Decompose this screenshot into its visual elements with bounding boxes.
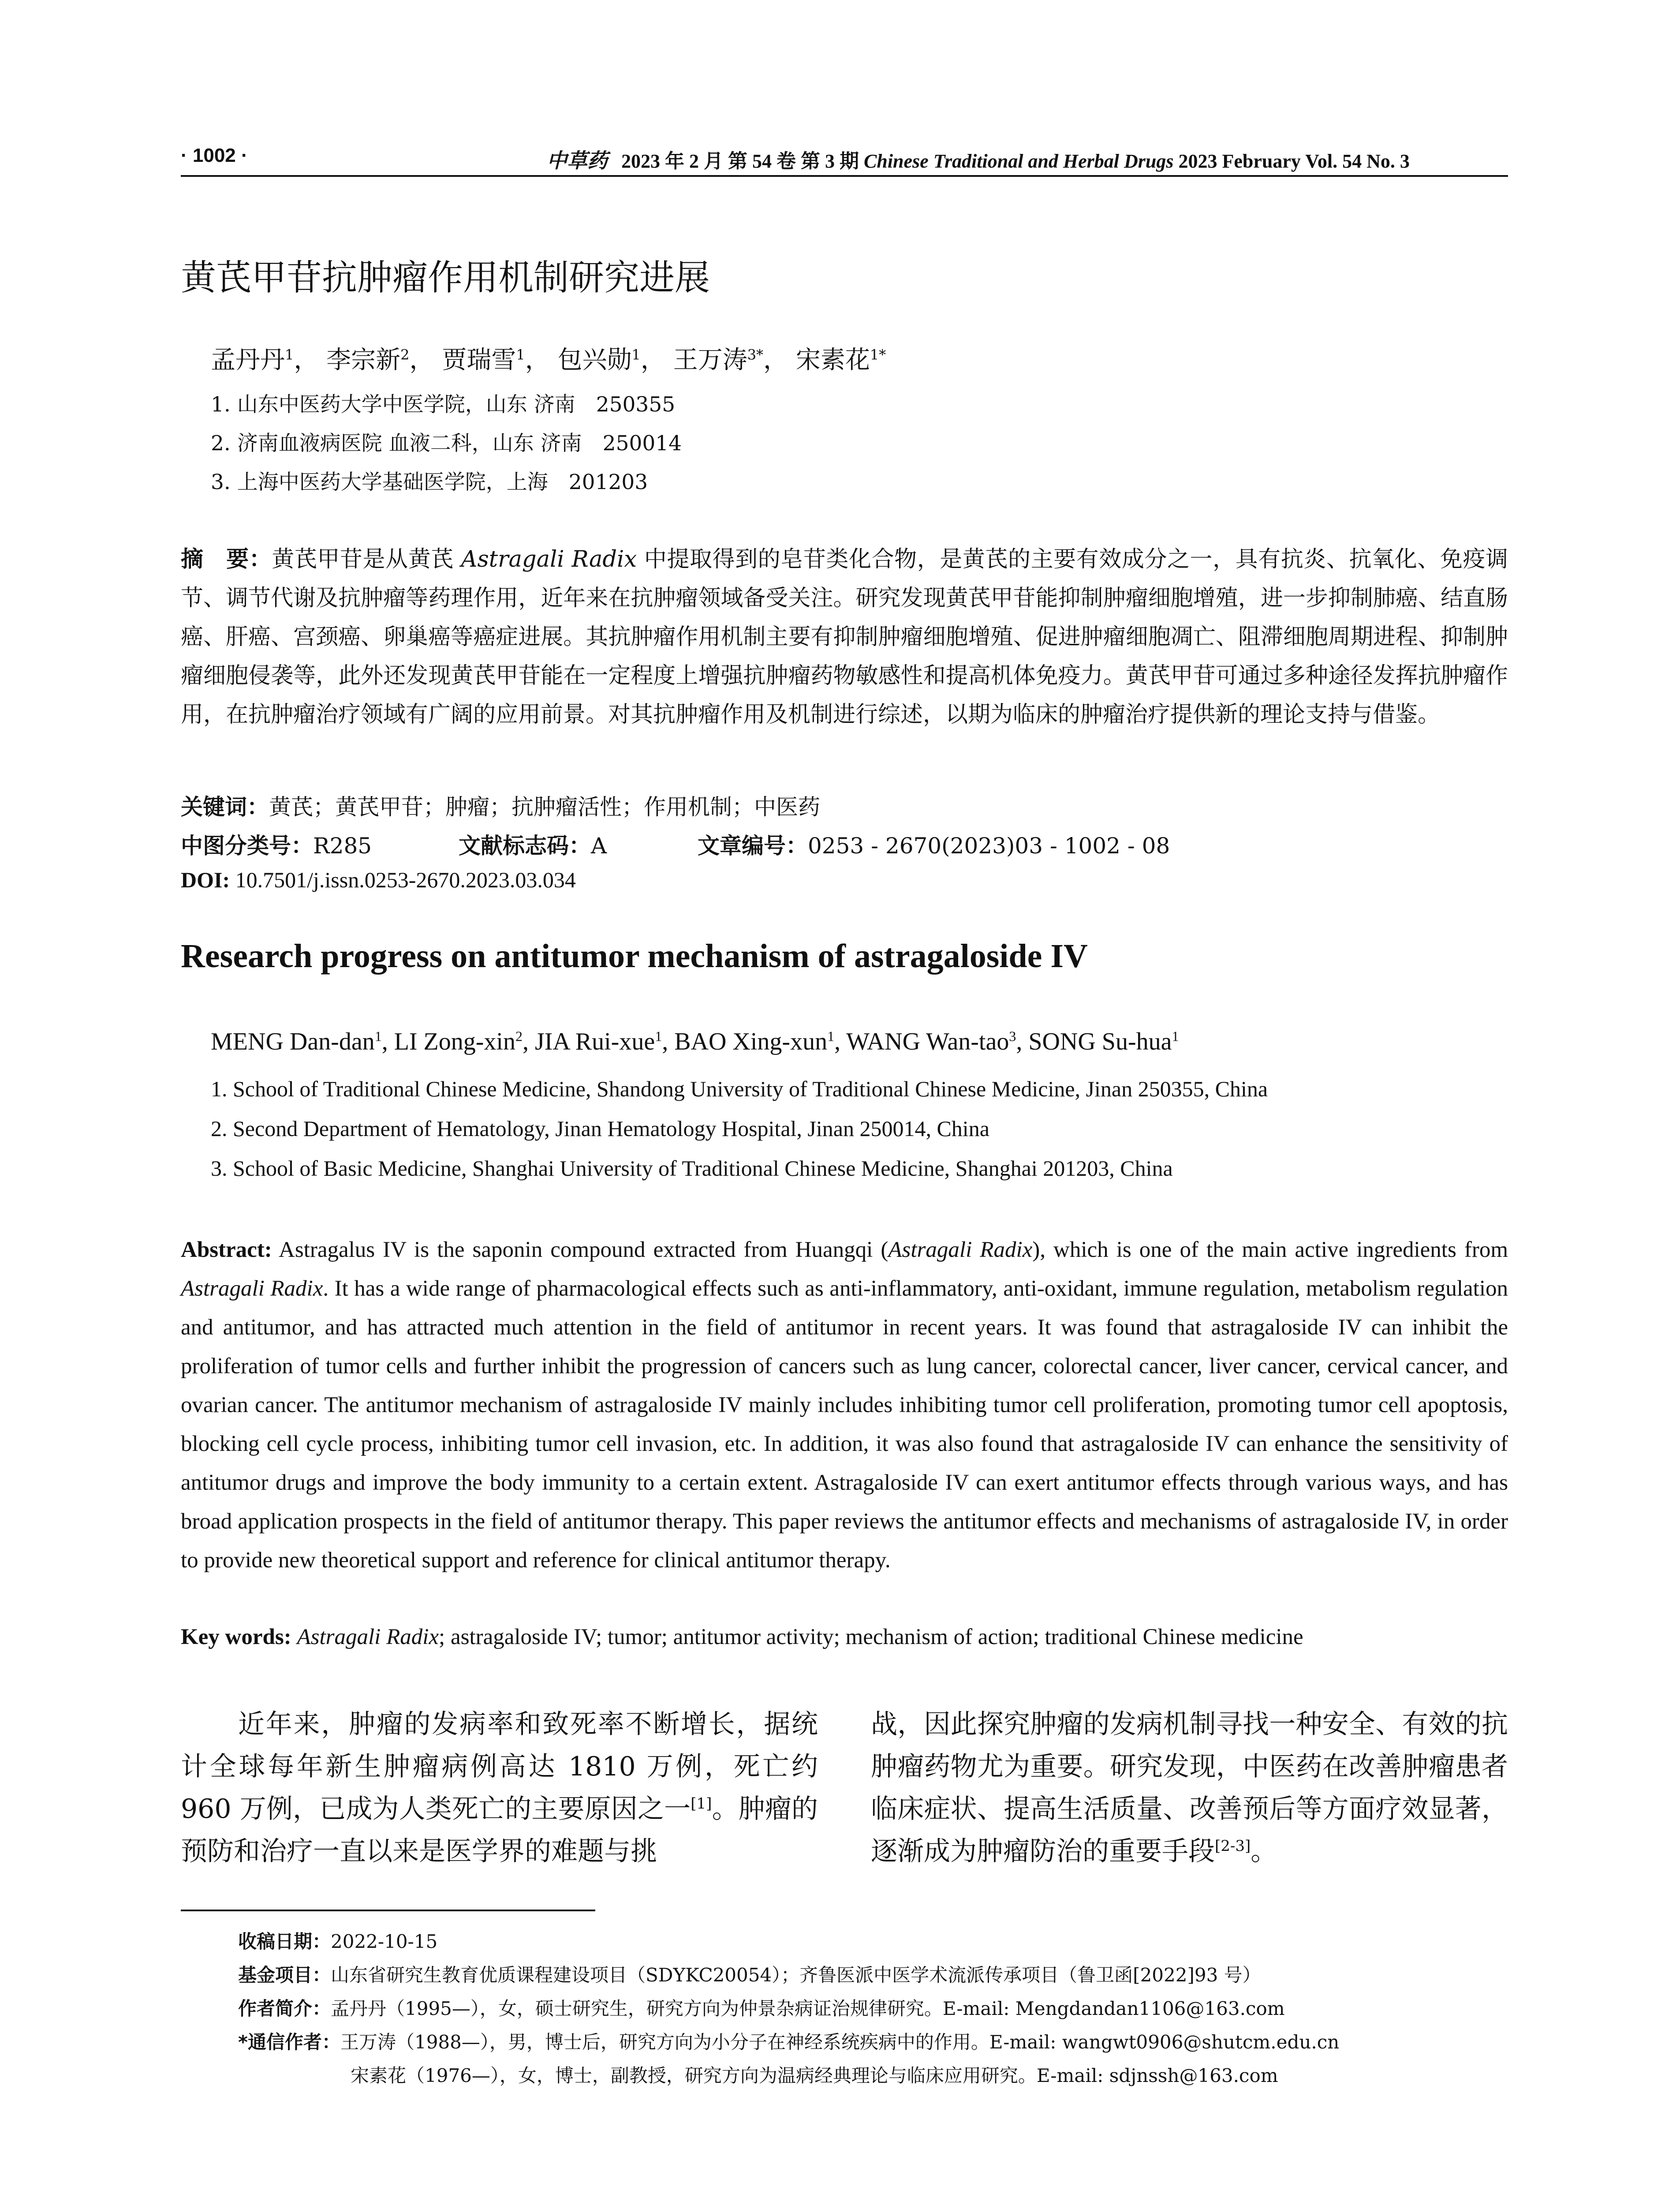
body-text: 战，因此探究肿瘤的发病机制寻找一种安全、有效的抗肿瘤药物尤为重要。研究发现，中医药在改善肿瘤患者临床症状、提高生活质量、改善预后等方面疗效显著，逐渐成为肿瘤防治的重要手段 <box>871 1709 1508 1867</box>
corresponding-text: 王万涛（1988—），男，博士后，研究方向为小分子在神经系统疾病中的作用。E-mail: wangwt0906@shutcm.edu.cn <box>340 2031 1340 2053</box>
header-rule <box>181 175 1508 177</box>
body-column-right <box>871 1703 1508 1872</box>
author-sup: 3 <box>1009 1028 1016 1044</box>
page-number: · 1002 · <box>181 145 248 166</box>
author-cn: 宋素花 <box>795 346 870 374</box>
author-sup: 1 <box>516 346 525 363</box>
journal-logo-cn: 中草药 <box>547 149 608 172</box>
author-cn: 贾瑞雪 <box>442 346 516 374</box>
footnote-author <box>238 1994 1285 2021</box>
body-text: 近年来，肿瘤的发病率和致死率不断增长，据统计全球每年新生肿瘤病例高达 1810 万例，死亡约 960 万例，已成为人类死亡的主要原因之一 <box>181 1709 818 1824</box>
running-header <box>181 145 1508 176</box>
keywords-cn <box>181 789 820 821</box>
footnote-fund <box>238 1961 1261 1987</box>
title-en: Research progress on antitumor mechanism of astragaloside IV <box>181 938 1088 975</box>
clc-item <box>181 828 372 860</box>
fund-text: 山东省研究生教育优质课程建设项目（SDYKC20054）；齐鲁医派中医学术流派传承项目（鲁卫函[2022]93 号） <box>331 1964 1261 1986</box>
title-cn: 黄芪甲苷抗肿瘤作用机制研究进展 <box>181 257 710 298</box>
author-en: SONG Su-hua <box>1028 1028 1172 1055</box>
keywords-en <box>181 1624 1303 1650</box>
received-date: 2022-10-15 <box>331 1931 438 1952</box>
author-cn: 孟丹丹 <box>211 346 285 374</box>
footnote-corresponding-2: 宋素花（1976—），女，博士，副教授，研究方向为温病经典理论与临床应用研究。E-mail: sdjnssh@163.com <box>351 2065 1278 2086</box>
author-sup: 1 <box>285 346 294 363</box>
abstract-en-latin: Astragali Radix <box>181 1276 323 1301</box>
affiliation-cn: 2. 济南血液病医院 血液二科，山东 济南 250014 <box>211 431 682 456</box>
citation-ref[interactable]: [1] <box>691 1795 712 1813</box>
author-en: LI Zong-xin <box>394 1028 515 1055</box>
author-en: WANG Wan-tao <box>846 1028 1009 1055</box>
abstract-en-label: Abstract: <box>181 1237 272 1262</box>
abstract-en-latin: Astragali Radix <box>888 1237 1033 1262</box>
abstract-cn <box>181 540 1508 734</box>
abstract-en <box>181 1230 1508 1580</box>
affiliation-en: 3. School of Basic Medicine, Shanghai University of Traditional Chinese Medicine, Shanghai 201203, China <box>211 1156 1173 1181</box>
doi-line <box>181 867 576 893</box>
affiliation-cn: 3. 上海中医药大学基础医学院，上海 201203 <box>211 470 648 494</box>
keywords-en-label: Key words: <box>181 1625 291 1649</box>
authors-cn: 孟丹丹$^1$， 李宗新$^2$， 贾瑞雪$^1$， 包兴勋$^1$， 王万涛$^{3*}$， 宋素花$^{1*}$ <box>211 346 886 374</box>
footnote-corresponding <box>238 2028 1339 2054</box>
author-bio-label: 作者简介： <box>238 1998 331 2019</box>
affiliation-cn: 1. 山东中医药大学中医学院，山东 济南 250355 <box>211 392 676 417</box>
citation-ref[interactable]: [2-3] <box>1215 1837 1251 1855</box>
article-number-item <box>698 828 1170 860</box>
fund-label: 基金项目： <box>238 1964 331 1986</box>
journal-name-en: Chinese Traditional and Herbal Drugs <box>864 150 1174 172</box>
abstract-cn-latin: Astragali Radix <box>461 546 637 572</box>
abstract-en-text: ), which is one of the main active ingredients from <box>1032 1237 1508 1262</box>
article-number-label: 文章编号： <box>698 833 808 859</box>
keywords-cn-label: 关键词： <box>181 794 269 820</box>
authors-en: MENG Dan-dan$^1$, LI Zong-xin$^2$, JIA Rui-xue$^1$, BAO Xing-xun$^1$, WANG Wan-tao$^3$, SONG Su-hua$^1$ <box>211 1028 1179 1055</box>
author-en: MENG Dan-dan <box>211 1028 375 1055</box>
author-en: JIA Rui-xue <box>534 1028 655 1055</box>
issue-cn: 2023 年 2 月 第 54 卷 第 3 期 <box>621 150 859 172</box>
author-sup: 1 <box>827 1028 835 1044</box>
author-cn: 包兴勋 <box>557 346 632 374</box>
author-sup: 2 <box>400 346 410 363</box>
author-sup: 1* <box>870 346 886 363</box>
journal-line <box>547 145 1410 174</box>
author-en: BAO Xing-xun <box>674 1028 828 1055</box>
article-number-value: 0253 - 2670(2023)03 - 1002 - 08 <box>808 833 1170 859</box>
issue-en: 2023 February Vol. 54 No. 3 <box>1178 150 1410 172</box>
clc-label: 中图分类号： <box>181 833 313 859</box>
doc-code-value: A <box>591 833 607 859</box>
author-sup: 3* <box>747 346 764 363</box>
author-sup: 1 <box>631 346 641 363</box>
keywords-en-text: ; astragaloside IV; tumor; antitumor activity; mechanism of action; traditional Chinese medicine <box>439 1625 1303 1649</box>
affiliation-en: 1. School of Traditional Chinese Medicine, Shandong University of Traditional Chinese Medicine, Jinan 250355, China <box>211 1076 1268 1101</box>
affiliation-en: 2. Second Department of Hematology, Jinan Hematology Hospital, Jinan 250014, China <box>211 1116 989 1141</box>
body-column-left <box>181 1703 818 1872</box>
doi-value[interactable]: 10.7501/j.issn.0253-2670.2023.03.034 <box>235 867 576 892</box>
author-bio-text: 孟丹丹（1995—），女，硕士研究生，研究方向为仲景杂病证治规律研究。E-mail: Mengdandan1106@163.com <box>331 1998 1285 2019</box>
footnote-received <box>238 1927 437 1954</box>
keywords-en-latin: Astragali Radix <box>297 1625 439 1649</box>
abstract-cn-label: 摘 要： <box>181 546 272 572</box>
author-sup: 2 <box>515 1028 523 1044</box>
author-sup: 1 <box>1172 1028 1179 1044</box>
author-cn: 李宗新 <box>326 346 401 374</box>
footnote-rule <box>181 1910 595 1911</box>
keywords-cn-text: 黄芪；黄芪甲苷；肿瘤；抗肿瘤活性；作用机制；中医药 <box>269 794 820 820</box>
clc-value: R285 <box>313 833 372 859</box>
abstract-en-text: Astragalus IV is the saponin compound extracted from Huangqi ( <box>279 1237 889 1262</box>
author-sup: 1 <box>374 1028 382 1044</box>
author-sup: 1 <box>655 1028 662 1044</box>
body-text: 。 <box>1251 1836 1277 1867</box>
abstract-cn-text: 黄芪甲苷是从黄芪 <box>272 546 454 572</box>
corresponding-label: *通信作者： <box>238 2031 340 2053</box>
doi-label: DOI: <box>181 867 230 892</box>
abstract-en-text: . It has a wide range of pharmacological effects such as anti-inflammatory, anti-oxidant, immune regulation, metabolism regulation and antitumor, and has attracted much attention in the field of antitumor in recent years. It was found that astragaloside IV can inhibit the proliferation of tumor cells and further inhibit the progression of cancers such as lung cancer, colorectal cancer, liver cancer, cervical cancer, and ovarian cancer. The antitumor mechanism of astragaloside IV mainly includes inhibiting tumor cell proliferation, promoting tumor cell apoptosis, blocking cell cycle process, inhibiting tumor cell invasion, etc. In addition, it was also found that astragaloside IV can enhance the sensitivity of antitumor drugs and improve the body immunity to a certain extent. Astragaloside IV can exert antitumor effects through various ways, and has broad application prospects in the field of antitumor therapy. This paper reviews the antitumor effects and mechanisms of astragaloside IV, in order to provide new theoretical support and reference for clinical antitumor therapy. <box>181 1276 1508 1573</box>
doc-code-label: 文献标志码： <box>459 833 591 859</box>
classification-line <box>181 828 1508 859</box>
abstract-cn-text: 中提取得到的皂苷类化合物，是黄芪的主要有效成分之一，具有抗炎、抗氧化、免疫调节、调节代谢及抗肿瘤等药理作用，近年来在抗肿瘤领域备受关注。研究发现黄芪甲苷能抑制肿瘤细胞增殖，进一步抑制肺癌、结直肠癌、肝癌、宫颈癌、卵巢癌等癌症进展。其抗肿瘤作用机制主要有抑制肿瘤细胞增殖、促进肿瘤细胞凋亡、阻滞细胞周期进程、抑制肿瘤细胞侵袭等，此外还发现黄芪甲苷能在一定程度上增强抗肿瘤药物敏感性和提高机体免疫力。黄芪甲苷可通过多种途径发挥抗肿瘤作用，在抗肿瘤治疗领域有广阔的应用前景。对其抗肿瘤作用及机制进行综述，以期为临床的肿瘤治疗提供新的理论支持与借鉴。 <box>181 546 1508 728</box>
received-label: 收稿日期： <box>238 1931 331 1952</box>
author-cn: 王万涛 <box>673 346 747 374</box>
doc-code-item <box>459 828 607 860</box>
body-text: 。肿瘤的预防和治疗一直以来是医学界的难题与挑 <box>181 1794 818 1867</box>
